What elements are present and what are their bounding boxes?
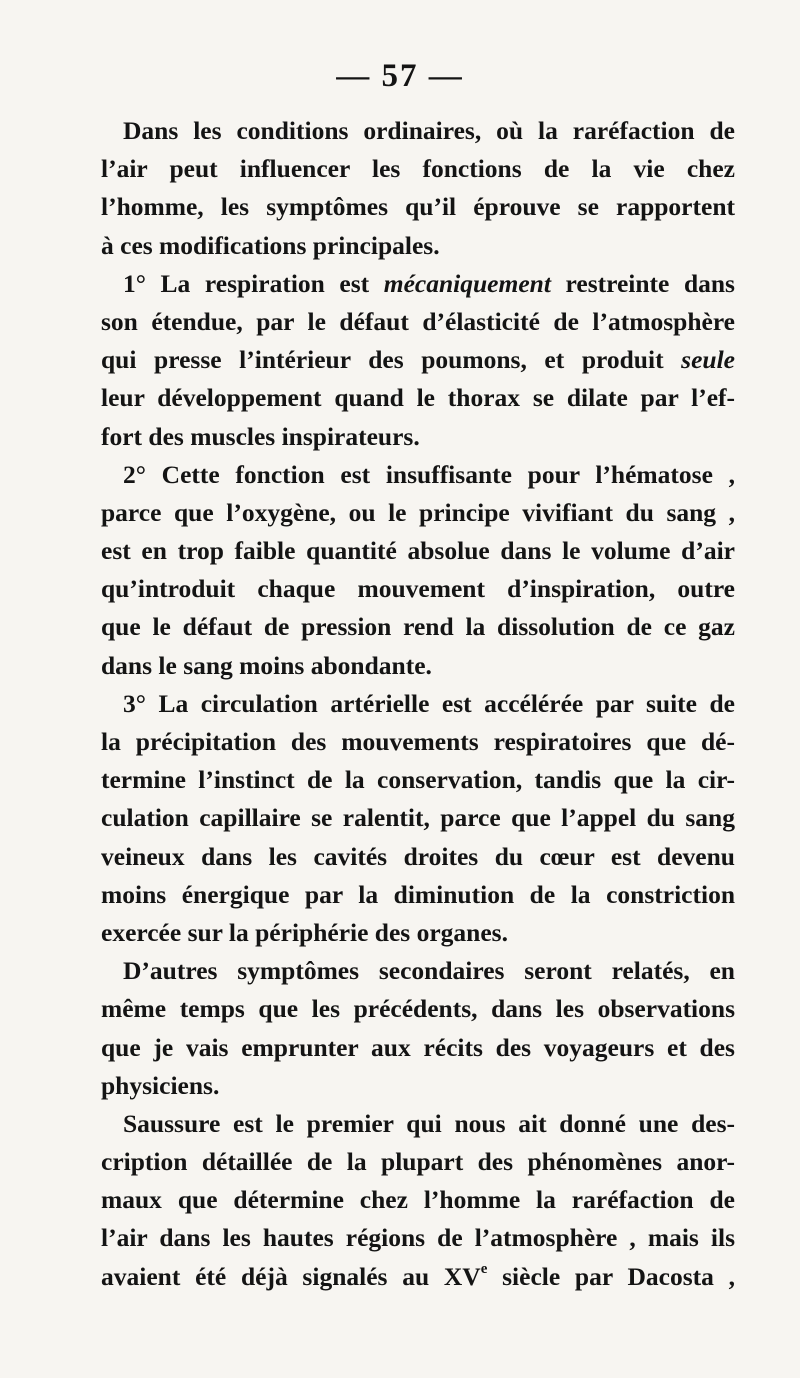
text-segment: moins énergique par la diminution de la constriction: [101, 879, 735, 909]
text-line: [101, 265, 735, 303]
page-number: — 57 —: [336, 58, 464, 94]
text-line: [101, 799, 735, 837]
text-line: [101, 876, 735, 914]
text-segment: siècle par Dacosta ,: [487, 1261, 735, 1291]
text-line: [101, 1105, 735, 1143]
text-line: [101, 914, 735, 952]
text-segment: culation capillaire se ralentit, parce que l’appel du sang: [101, 803, 735, 833]
text-line: [101, 1219, 735, 1257]
text-segment: est en trop faible quantité absolue dans le volume d’air: [101, 536, 735, 566]
text-line: [101, 456, 735, 494]
italic-text: mécaniquement: [383, 268, 551, 298]
text-line: [101, 723, 735, 761]
text-segment: que le défaut de pression rend la dissolution de ce gaz: [101, 612, 735, 642]
text-line: [101, 1258, 735, 1296]
text-line: [101, 341, 735, 379]
text-line: [101, 303, 735, 341]
text-line: [101, 379, 735, 417]
text-segment: son étendue, par le défaut d’élasticité de l’atmosphère: [101, 306, 735, 336]
text-segment: qui presse l’intérieur des poumons, et produit: [101, 345, 682, 375]
text-line: [101, 685, 735, 723]
text-line: [101, 647, 735, 685]
text-segment: restreinte dans: [550, 268, 735, 298]
text-line: [101, 188, 735, 226]
text-segment: qu’introduit chaque mouvement d’inspiration, outre: [101, 574, 735, 604]
text-segment: Dans les conditions ordinaires, où la raréfaction de: [123, 116, 735, 145]
text-line: [101, 532, 735, 570]
text-segment: fort des muscles inspirateurs.: [101, 421, 420, 451]
italic-text: seule: [681, 345, 735, 375]
text-segment: D’autres symptômes secondaires seront relatés, en: [123, 956, 735, 986]
text-line: [101, 838, 735, 876]
text-line: [101, 150, 735, 188]
text-line: [101, 1029, 735, 1067]
text-segment: même temps que les précédents, dans les observations: [101, 994, 735, 1024]
superscript: e: [480, 1261, 488, 1278]
text-segment: que je vais emprunter aux récits des voyageurs et des: [101, 1032, 735, 1062]
text-line: [101, 761, 735, 799]
text-segment: cription détaillée de la plupart des phénomènes anor-: [101, 1147, 735, 1177]
text-segment: leur développement quand le thorax se dilate par l’ef-: [101, 383, 735, 413]
body-text: [101, 112, 735, 1296]
text-line: [101, 1067, 735, 1105]
text-segment: maux que détermine chez l’homme la raréfaction de: [101, 1185, 735, 1215]
text-line: [101, 952, 735, 990]
text-segment: l’homme, les symptômes qu’il éprouve se rapportent: [101, 192, 735, 222]
text-line: [101, 570, 735, 608]
text-line: [101, 1143, 735, 1181]
text-line: [101, 227, 735, 265]
text-segment: veineux dans les cavités droites du cœur est devenu: [101, 841, 735, 871]
text-line: [101, 608, 735, 646]
text-segment: termine l’instinct de la conservation, tandis que la cir-: [101, 765, 735, 795]
text-segment: 3° La circulation artérielle est accélérée par suite de: [123, 688, 735, 718]
text-segment: 1° La respiration est: [123, 268, 384, 298]
text-segment: l’air peut influencer les fonctions de la vie chez: [101, 154, 735, 184]
text-line: [101, 112, 735, 150]
text-line: [101, 1181, 735, 1219]
text-segment: dans le sang moins abondante.: [101, 650, 432, 680]
text-segment: la précipitation des mouvements respiratoires que dé-: [101, 727, 735, 756]
text-segment: exercée sur la périphérie des organes.: [101, 917, 508, 947]
text-line: [101, 990, 735, 1028]
text-line: [101, 418, 735, 456]
text-segment: avaient été déjà signalés au XV: [101, 1261, 481, 1291]
text-segment: physiciens.: [101, 1070, 220, 1100]
text-segment: 2° Cette fonction est insuffisante pour l’hématose ,: [123, 459, 735, 489]
text-segment: à ces modifications principales.: [101, 230, 440, 260]
text-segment: l’air dans les hautes régions de l’atmosphère , mais ils: [101, 1223, 735, 1253]
text-segment: parce que l’oxygène, ou le principe vivifiant du sang ,: [101, 497, 735, 527]
text-segment: Saussure est le premier qui nous ait donné une des-: [123, 1108, 735, 1138]
text-line: [101, 494, 735, 532]
